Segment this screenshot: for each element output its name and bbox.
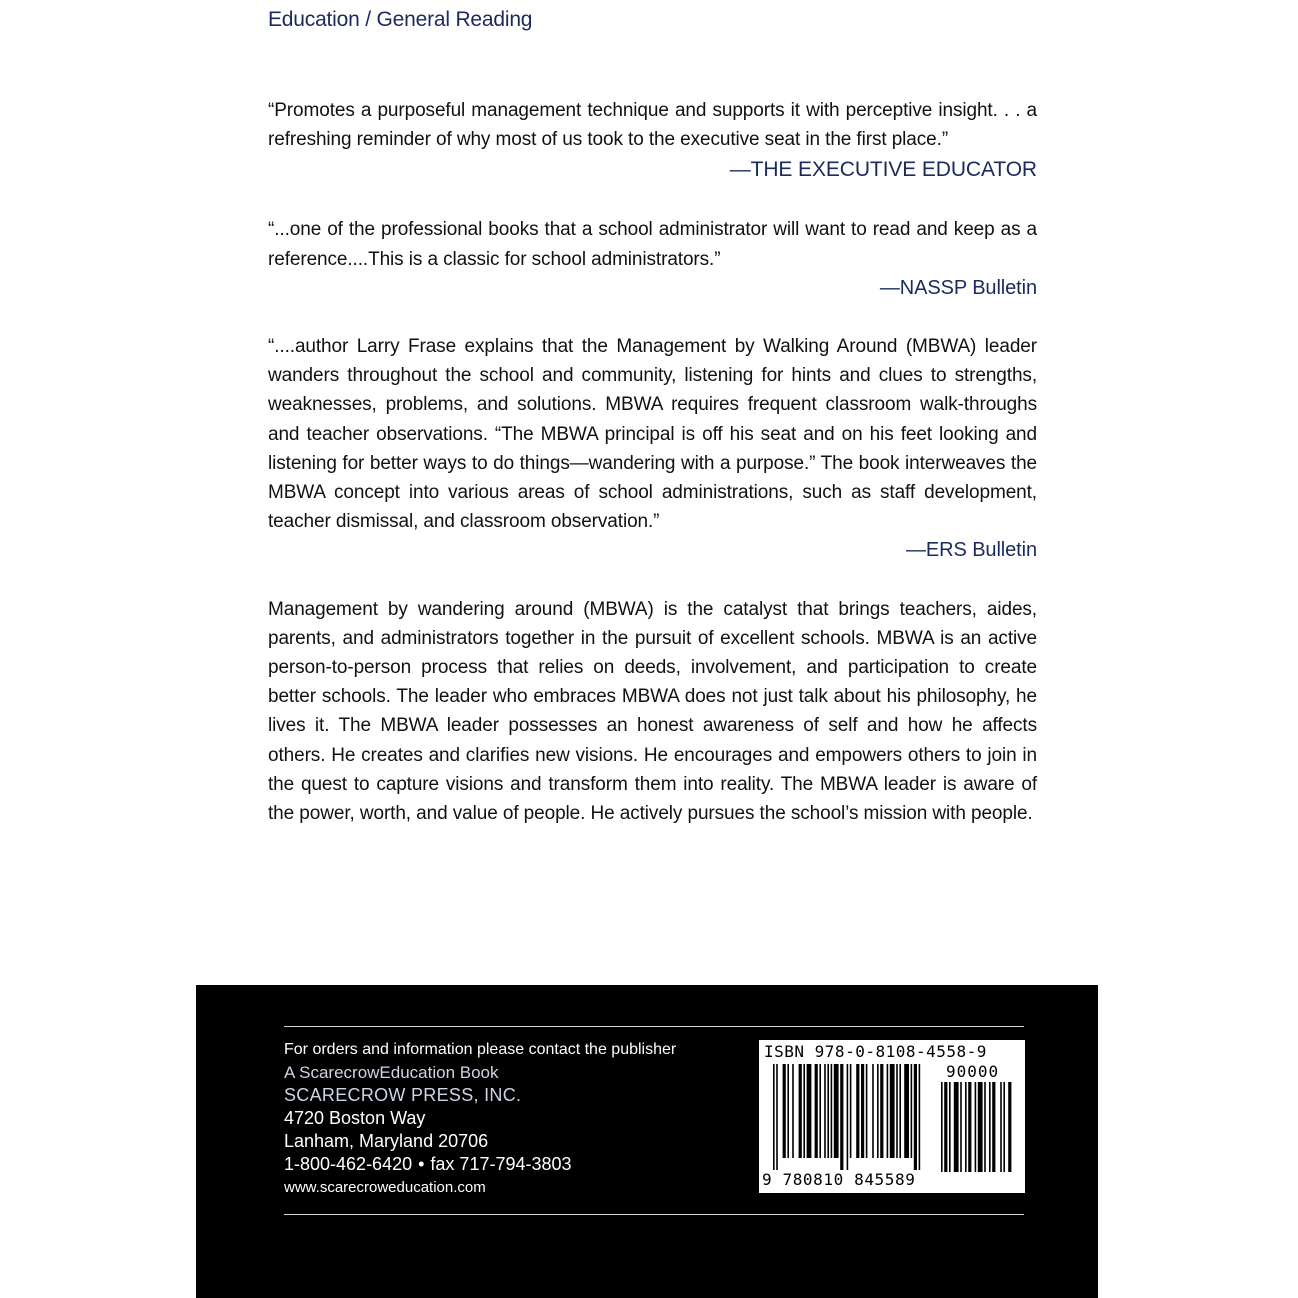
barcode-bar [911,1064,913,1158]
publisher-website[interactable]: www.scarecroweducation.com [284,1179,486,1196]
footer-divider-bottom [284,1214,1024,1215]
publisher-phone-line [284,1153,676,1176]
barcode-bar [968,1082,971,1172]
barcode-bar [831,1064,833,1158]
barcode-bar [984,1082,986,1172]
barcode-bar [978,1082,983,1172]
barcode-bar [792,1064,794,1158]
barcode-bar [954,1082,959,1172]
publisher-name: SCARECROW PRESS, INC. [284,1085,522,1105]
barcode-bar [815,1064,818,1158]
barcode-bar [975,1082,977,1172]
review-quote: “....author Larry Frase explains that the Management by Walking Around (MBWA) leader wanders throughout the school and community, listening for hints and clues to strengths, weaknesses, problems, and solutions. MBWA requires frequent classroom walk-throughs and teacher observations. “The MBWA principal is off his seat and on his feet looking and listening for better ways to do things—wandering with a purpose.” The book interweaves the MBWA concept into various areas of school administrations, such as staff development, teacher dismissal, and classroom observation.” [268,336,1037,533]
review-source: —ERS Bulletin [906,539,1037,562]
barcode-bar [899,1064,901,1158]
barcode-bar [919,1064,921,1170]
isbn-barcode [759,1040,1025,1193]
barcode-bar [856,1064,859,1158]
isbn-label: ISBN 978-0-8108-4558-9 [764,1042,987,1061]
publisher-city: Lanham, Maryland 20706 [284,1131,489,1151]
barcode-bar [861,1064,864,1158]
barcode-bar [960,1082,962,1172]
barcode-bar [1000,1082,1002,1172]
footer-divider-top [284,1026,1024,1027]
imprint-name: A ScarecrowEducation Book [284,1063,499,1082]
barcode-bar [992,1082,995,1172]
orders-note: For orders and information please contact the publisher [284,1041,677,1058]
barcode-bar [949,1082,951,1172]
barcode-bar [807,1064,812,1158]
barcode-bar [941,1082,943,1172]
barcode-bar [819,1064,821,1158]
publisher-phone: 1-800-462-6420 [284,1154,413,1174]
ean-barcode-bars [773,1064,931,1182]
review-source: —THE EXECUTIVE EDUCATOR [729,158,1037,182]
barcode-bar [847,1064,849,1170]
barcode-bar [787,1064,789,1158]
barcode-bar [904,1064,909,1158]
barcode-bar [866,1064,868,1158]
review-quote: “Promotes a purposeful management technique and supports it with perceptive insight. . . a refreshing reminder of why most of us took to the executive seat in the first place.” [268,100,1037,151]
barcode-bar [850,1064,852,1158]
review-quote: “...one of the professional books that a school administrator will want to read and keep as a reference....This is a classic for school administrators.” [268,219,1037,270]
publisher-fax: fax 717-794-3803 [430,1154,572,1174]
addon-price-code: 90000 [946,1062,1000,1081]
barcode-bar [877,1064,879,1158]
barcode-bar [783,1064,786,1158]
category-label: Education / General Reading [268,8,533,31]
barcode-bar [799,1064,802,1158]
bullet-separator: • [418,1154,425,1174]
barcode-bar [989,1082,991,1172]
ean-number: 9 780810 845589 [762,1170,916,1189]
publisher-footer [196,985,1098,1298]
barcode-bar [872,1064,874,1158]
addon-barcode-bars [941,1082,1019,1186]
barcode-bar [880,1064,883,1158]
barcode-bar [840,1064,843,1170]
barcode-bar [890,1064,895,1158]
barcode-bar [914,1064,917,1170]
barcode-bar [824,1064,826,1158]
review-source: —NASSP Bulletin [879,276,1037,299]
barcode-bar [827,1064,829,1158]
barcode-bar [1008,1082,1011,1172]
barcode-bar [887,1064,889,1158]
barcode-bar [773,1064,775,1170]
barcode-bar [1003,1082,1005,1172]
barcode-bar [834,1064,839,1158]
back-cover-text [268,96,1037,828]
review-executive-educator [268,96,1037,186]
barcode-bar [803,1064,805,1158]
barcode-bar [776,1064,778,1170]
review-nassp-bulletin [268,215,1037,303]
publisher-contact [284,1038,676,1199]
publisher-street: 4720 Boston Way [284,1108,426,1128]
barcode-bar [944,1082,947,1172]
barcode-bar [896,1064,898,1158]
book-summary: Management by wandering around (MBWA) is the catalyst that brings teachers, aides, parents, and administrators together in the pursuit of excellent schools. MBWA is an active person-to-person process that relies on deeds, involvement, and participation to create better schools. The leader who embraces MBWA does not just talk about his philosophy, he lives it. The MBWA leader possesses an honest awareness of self and how he affects others. He creates and clarifies new visions. He encourages and empowers others to join in the quest to capture visions and transform them into reality. The MBWA leader is aware of the power, worth, and value of people. He actively pursues the school’s mission with people. [268,598,1037,825]
barcode-bar [965,1082,967,1172]
review-ers-bulletin [268,332,1037,566]
